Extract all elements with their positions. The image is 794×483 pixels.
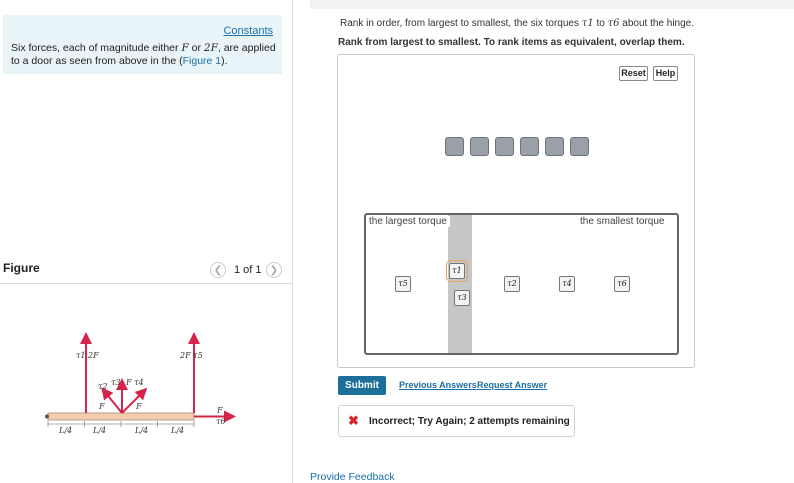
dim-L4-2: L/4 [93,426,107,435]
force-diagram [40,332,240,442]
rank-slot[interactable] [545,137,564,156]
label-tau6: τ6 [216,417,226,426]
label-F-tau4: F τ4 [126,378,144,387]
label-2F-tau5: 2F τ5 [180,351,203,360]
error-x-icon: ✖ [348,413,359,428]
rank-column-highlight [448,215,472,353]
label-F-left: F [99,402,105,411]
instruction-text: Rank from largest to smallest. To rank items as equivalent, overlap them. [338,37,685,48]
figure-prev-button[interactable] [210,262,226,278]
tile-tau2[interactable]: τ2 [504,276,520,292]
intro-box [3,15,282,74]
force-tau2 [105,392,122,413]
tile-tau6[interactable]: τ6 [614,276,630,292]
feedback-message: Incorrect; Try Again; 2 attempts remaining [369,416,570,427]
door [48,413,194,420]
divider [0,283,292,284]
constants-link[interactable]: Constants [223,25,273,37]
request-answer-link[interactable]: Request Answer [477,380,548,390]
dim-L4-3: L/4 [135,426,149,435]
panel-divider [292,0,293,483]
rank-slot[interactable] [495,137,514,156]
reset-button[interactable]: Reset [619,66,648,81]
tile-tau4[interactable]: τ4 [559,276,575,292]
largest-label: the largest torque [369,216,450,227]
chevron-left-icon: ❮ [213,265,223,276]
figure-counter: 1 of 1 [234,264,262,276]
label-tau1-2F: τ1 2F [76,351,99,360]
figure-next-button[interactable] [266,262,282,278]
label-tau3: τ3 [111,378,121,387]
left-panel [0,0,292,483]
dim-L4-1: L/4 [59,426,73,435]
rank-slot[interactable] [570,137,589,156]
tile-tau1[interactable]: τ1 [449,263,465,279]
rank-slot[interactable] [520,137,539,156]
rank-slot[interactable] [470,137,489,156]
chevron-right-icon: ❯ [269,265,279,276]
ranking-drop-area[interactable] [364,213,679,355]
figure-heading: Figure [3,261,40,275]
submit-button[interactable]: Submit [338,376,386,395]
label-F-right: F [217,406,223,415]
problem-statement: Six forces, each of magnitude either F or 2F, are applied to a door as seen from above in the (Figure 1). [11,42,276,67]
figure-link[interactable]: Figure 1 [182,55,222,67]
provide-feedback-link[interactable]: Provide Feedback [310,471,395,483]
hinge [45,415,49,419]
label-F-mid: F [136,402,142,411]
smallest-label: the smallest torque [580,216,665,227]
question-text: Rank in order, from largest to smallest, the six torques τ1 to τ6 about the hinge. [340,18,695,29]
previous-answers-link[interactable]: Previous Answers [399,380,477,390]
dim-L4-4: L/4 [171,426,185,435]
rank-slot[interactable] [445,137,464,156]
feedback-box [338,405,575,437]
tile-tau3[interactable]: τ3 [454,290,470,306]
tile-tau5[interactable]: τ5 [395,276,411,292]
top-bar [310,0,794,9]
help-button[interactable]: Help [653,66,678,81]
label-tau2: τ2 [98,382,108,391]
